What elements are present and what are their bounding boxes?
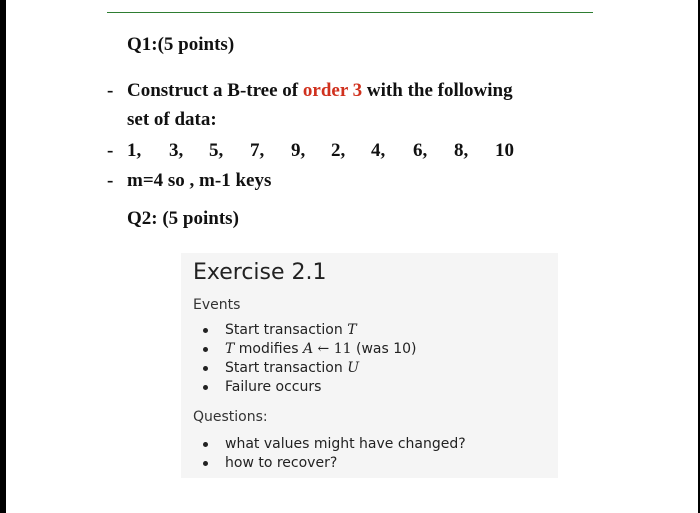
- data-value: 9,: [291, 140, 306, 161]
- data-set-line: [107, 136, 519, 165]
- data-value: 8,: [454, 140, 469, 161]
- bullet-dot: [203, 442, 208, 447]
- bullet-dot: [203, 328, 208, 333]
- event-text: (was 10): [351, 341, 417, 357]
- questions-list: [201, 435, 466, 473]
- bullet-dot: [203, 385, 208, 390]
- q1-title: Q1:(5 points): [127, 34, 235, 55]
- left-arrow-icon: ←: [313, 341, 334, 357]
- order-highlight: order 3: [302, 80, 363, 101]
- exercise-image: [181, 253, 558, 478]
- math-value: 11: [333, 341, 352, 357]
- instruction-text: Construct a B-tree of: [127, 80, 303, 101]
- dash-bullet: -: [107, 140, 114, 161]
- data-value: 4,: [371, 140, 386, 161]
- dash-bullet: -: [107, 80, 114, 101]
- event-text: Failure occurs: [225, 379, 322, 395]
- events-label: Events: [193, 297, 241, 313]
- q1-instruction-line: [107, 76, 513, 105]
- q2-title: Q2: (5 points): [127, 208, 239, 229]
- question-text: what values might have changed?: [225, 436, 466, 452]
- left-border: [0, 0, 6, 513]
- data-values-list: [127, 136, 519, 165]
- math-symbol: T: [347, 322, 357, 338]
- bullet-dot: [203, 347, 208, 352]
- exercise-title: Exercise 2.1: [193, 260, 327, 285]
- math-symbol: U: [347, 360, 359, 376]
- event-item: [201, 378, 417, 397]
- question-text: how to recover?: [225, 455, 338, 471]
- event-text: Start transaction: [225, 360, 348, 376]
- event-item: [201, 340, 417, 359]
- data-value: 3,: [169, 140, 184, 161]
- event-item: [201, 359, 417, 378]
- data-value: 1,: [127, 140, 142, 161]
- question-item: [201, 435, 466, 454]
- data-value: 2,: [331, 140, 346, 161]
- top-divider: [107, 12, 593, 13]
- question-item: [201, 454, 466, 473]
- event-item: [201, 321, 417, 340]
- event-text: modifies: [234, 341, 303, 357]
- events-list: [201, 321, 417, 397]
- data-value: 5,: [209, 140, 224, 161]
- math-symbol: A: [302, 341, 314, 357]
- data-value: 7,: [250, 140, 265, 161]
- data-value: 10: [495, 140, 514, 161]
- questions-label: Questions:: [193, 409, 268, 425]
- data-value: 6,: [413, 140, 428, 161]
- instruction-continuation: set of data:: [127, 109, 217, 130]
- keys-note-line: [107, 166, 271, 195]
- dash-bullet: -: [107, 170, 114, 191]
- bullet-dot: [203, 461, 208, 466]
- math-symbol: T: [225, 341, 235, 357]
- keys-note: m=4 so , m-1 keys: [127, 170, 272, 191]
- event-text: Start transaction: [225, 322, 348, 338]
- bullet-dot: [203, 366, 208, 371]
- instruction-text-end: with the following: [362, 80, 513, 101]
